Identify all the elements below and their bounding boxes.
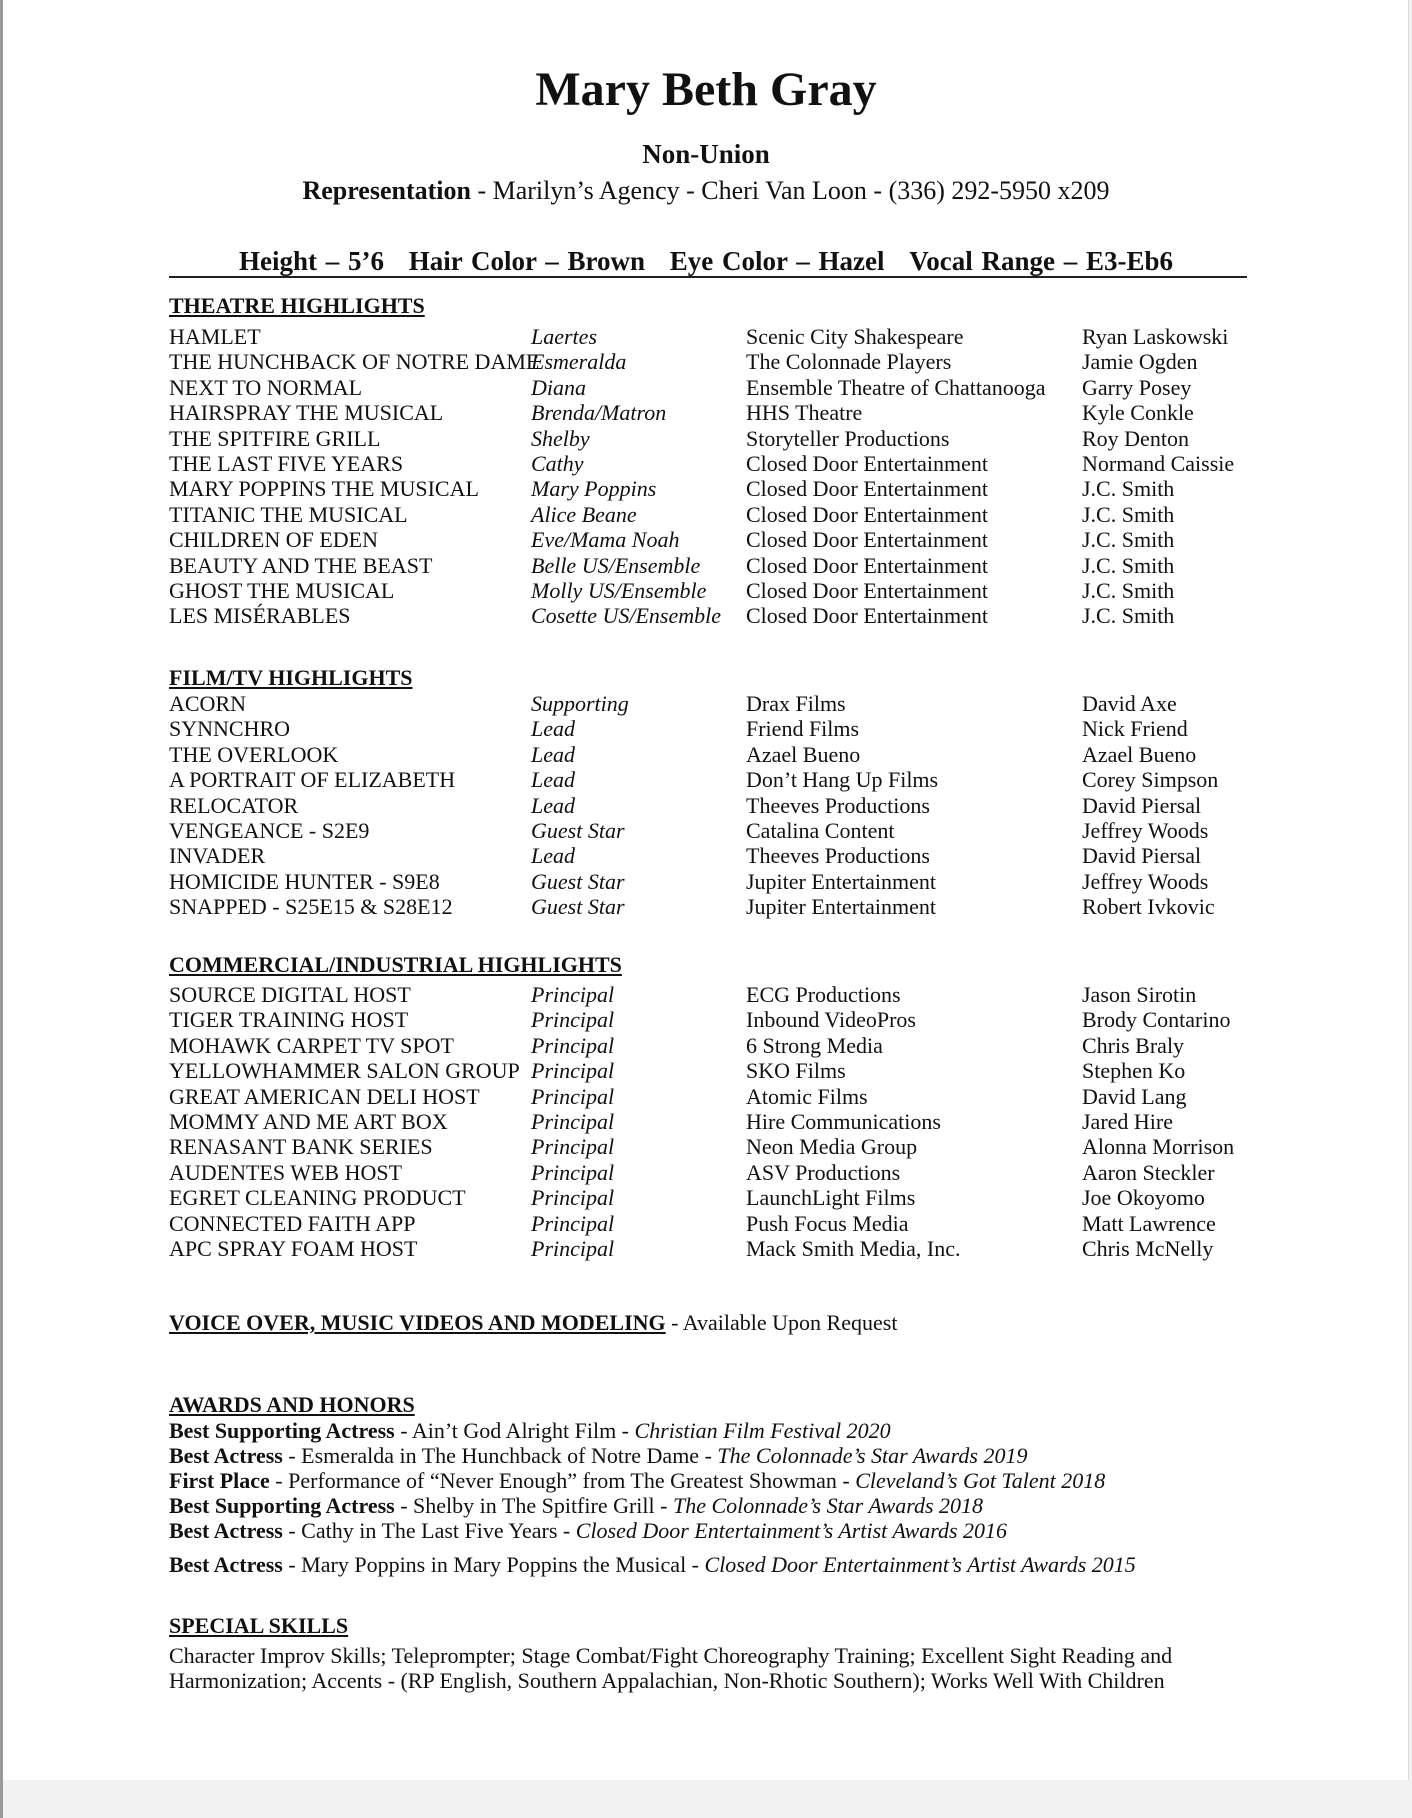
commercial-credit-row (0, 1058, 1412, 1083)
award-source: Closed Door Entertainment’s Artist Awards 2015 (704, 1552, 1136, 1577)
commercial-credit-row (0, 1109, 1412, 1134)
credit-role: Molly US/Ensemble (531, 578, 707, 603)
award-source: Christian Film Festival 2020 (634, 1418, 891, 1443)
credit-role: Cathy (531, 451, 584, 476)
credit-title: RENASANT BANK SERIES (169, 1134, 433, 1160)
credit-title: SYNNCHRO (169, 716, 291, 742)
commercial-credit-row (0, 1185, 1412, 1210)
credit-company: Jupiter Entertainment (746, 868, 936, 894)
commercial-credit-row (0, 1134, 1412, 1159)
credit-company: 6 Strong Media (746, 1032, 883, 1058)
credit-role: Principal (531, 1007, 615, 1033)
film-credit-row (0, 894, 1412, 919)
theatre-credit-row (0, 349, 1412, 374)
credit-title: THE HUNCHBACK OF NOTRE DAME (169, 349, 540, 375)
credit-director: J.C. Smith (1082, 501, 1175, 527)
credit-role: Shelby (531, 425, 590, 451)
credit-company: Mack Smith Media, Inc. (746, 1236, 961, 1261)
credit-role: Principal (531, 1109, 615, 1134)
credit-title: MARY POPPINS THE MUSICAL (169, 476, 479, 502)
credit-role: Guest Star (531, 868, 625, 894)
commercial-credit-row (0, 1084, 1412, 1109)
credit-company: LaunchLight Films (746, 1185, 916, 1211)
credit-company: Catalina Content (746, 818, 895, 843)
credit-director: Kyle Conkle (1082, 400, 1194, 426)
credit-title: LES MISÉRABLES (169, 603, 351, 629)
credit-title: VENGEANCE - S2E9 (169, 818, 370, 843)
credit-company: Neon Media Group (746, 1134, 918, 1160)
credit-company: Atomic Films (746, 1083, 868, 1109)
credit-company: Closed Door Entertainment (746, 578, 988, 603)
skills-text: Character Improv Skills; Teleprompter; Stage Combat/Fight Choreography Training; Excellent Sight Reading and Harmonization; Accents - (RP English, Southern Appalachian, Non-Rhotic Southern); Works Well With Children (169, 1643, 1173, 1693)
credit-title: CHILDREN OF EDEN (169, 527, 378, 553)
commercial-credit-row (0, 1007, 1412, 1032)
award-source: The Colonnade’s Star Awards 2019 (717, 1443, 1028, 1468)
award-source: Closed Door Entertainment’s Artist Awards 2016 (575, 1518, 1008, 1543)
award-title: Best Supporting Actress (169, 1418, 395, 1443)
award-item (169, 1418, 891, 1443)
credit-role: Cosette US/Ensemble (531, 603, 722, 629)
credit-role: Mary Poppins (531, 476, 657, 502)
credit-title: HOMICIDE HUNTER - S9E8 (169, 868, 440, 894)
credit-role: Principal (531, 1210, 615, 1236)
header-divider (169, 276, 1247, 278)
credit-company: Friend Films (746, 716, 860, 742)
credit-company: ECG Productions (746, 982, 901, 1007)
credit-director: Jeffrey Woods (1082, 868, 1209, 894)
award-title: First Place (169, 1468, 270, 1493)
award-item (169, 1443, 1028, 1468)
credit-title: AUDENTES WEB HOST (169, 1159, 403, 1185)
credit-company: Push Focus Media (746, 1210, 909, 1236)
award-item (169, 1518, 1007, 1543)
credit-director: Azael Bueno (1082, 741, 1197, 767)
credit-role: Principal (531, 1083, 615, 1109)
credit-director: David Lang (1082, 1083, 1187, 1109)
credit-director: Robert Ivkovic (1082, 894, 1215, 920)
credit-company: Closed Door Entertainment (746, 527, 988, 553)
theatre-credit-row (0, 527, 1412, 552)
credit-title: THE SPITFIRE GRILL (169, 425, 381, 451)
film-credit-row (0, 767, 1412, 792)
credit-title: CONNECTED FAITH APP (169, 1210, 416, 1236)
stat-hair-color: Hair Color – Brown (408, 246, 645, 276)
film-credit-row (0, 716, 1412, 741)
award-detail: - Cathy in The Last Five Years - (282, 1518, 576, 1543)
credit-role: Eve/Mama Noah (531, 527, 680, 553)
film-credit-row (0, 742, 1412, 767)
theatre-credit-row (0, 324, 1412, 349)
credit-title: A PORTRAIT OF ELIZABETH (169, 767, 456, 793)
credit-role: Principal (531, 1134, 615, 1160)
award-source: Cleveland’s Got Talent 2018 (855, 1468, 1106, 1493)
credit-title: SOURCE DIGITAL HOST (169, 982, 411, 1007)
award-detail: - Performance of “Never Enough” from The Greatest Showman - (269, 1468, 856, 1493)
credit-role: Principal (531, 1159, 615, 1185)
voice-over-heading: VOICE OVER, MUSIC VIDEOS AND MODELING (169, 1310, 666, 1335)
credit-role: Lead (531, 741, 575, 767)
award-title: Best Actress (169, 1552, 283, 1577)
theatre-credit-row (0, 603, 1412, 628)
theatre-heading: THEATRE HIGHLIGHTS (169, 293, 425, 318)
theatre-credit-row (0, 451, 1412, 476)
credit-company: Closed Door Entertainment (746, 603, 988, 629)
theatre-credit-row (0, 553, 1412, 578)
credit-title: EGRET CLEANING PRODUCT (169, 1185, 466, 1211)
credit-company: Drax Films (746, 691, 846, 716)
award-title: Best Supporting Actress (169, 1493, 395, 1518)
credit-director: David Piersal (1082, 843, 1202, 869)
credit-title: SNAPPED - S25E15 & S28E12 (169, 894, 453, 920)
theatre-credit-row (0, 400, 1412, 425)
credit-title: MOMMY AND ME ART BOX (169, 1109, 448, 1134)
credit-director: Matt Lawrence (1082, 1210, 1216, 1236)
credit-director: Normand Caissie (1082, 451, 1235, 476)
credit-role: Laertes (531, 324, 597, 349)
credit-role: Esmeralda (531, 349, 627, 375)
credit-role: Lead (531, 716, 575, 742)
credit-title: APC SPRAY FOAM HOST (169, 1236, 418, 1261)
credit-director: J.C. Smith (1082, 527, 1175, 553)
representation-line (0, 174, 1412, 208)
credit-role: Alice Beane (531, 501, 637, 527)
award-detail: - Mary Poppins in Mary Poppins the Musical - (282, 1552, 705, 1577)
award-detail: - Shelby in The Spitfire Grill - (394, 1493, 673, 1518)
credit-title: RELOCATOR (169, 792, 299, 818)
credit-company: Closed Door Entertainment (746, 451, 988, 476)
credit-director: J.C. Smith (1082, 603, 1175, 629)
actor-name: Mary Beth Gray (535, 63, 877, 116)
credit-company: Ensemble Theatre of Chattanooga (746, 374, 1046, 400)
credit-role: Diana (531, 374, 586, 400)
credit-title: HAIRSPRAY THE MUSICAL (169, 400, 444, 426)
skills-heading: SPECIAL SKILLS (169, 1613, 349, 1638)
credit-director: Chris Braly (1082, 1032, 1185, 1058)
film-credit-row (0, 818, 1412, 843)
theatre-credit-row (0, 375, 1412, 400)
commercial-heading: COMMERCIAL/INDUSTRIAL HIGHLIGHTS (169, 952, 622, 977)
credit-company: Theeves Productions (746, 792, 930, 818)
credit-company: HHS Theatre (746, 400, 863, 426)
credit-role: Supporting (531, 691, 629, 716)
theatre-credit-row (0, 476, 1412, 501)
credit-title: GHOST THE MUSICAL (169, 578, 395, 603)
credit-role: Principal (531, 1058, 615, 1084)
credit-director: Alonna Morrison (1082, 1134, 1235, 1160)
credit-company: Closed Door Entertainment (746, 501, 988, 527)
credit-role: Guest Star (531, 818, 625, 843)
credit-role: Principal (531, 982, 615, 1007)
credit-role: Principal (531, 1185, 615, 1211)
film-heading: FILM/TV HIGHLIGHTS (169, 665, 413, 690)
credit-title: TITANIC THE MUSICAL (169, 501, 408, 527)
award-detail: - Ain’t God Alright Film - (394, 1418, 635, 1443)
award-source: The Colonnade’s Star Awards 2018 (672, 1493, 984, 1518)
credit-company: Closed Door Entertainment (746, 552, 988, 578)
credit-director: Garry Posey (1082, 374, 1192, 400)
commercial-credit-row (0, 1160, 1412, 1185)
credit-role: Principal (531, 1032, 615, 1058)
award-item (169, 1552, 1136, 1577)
stat-vocal-range: Vocal Range – E3-Eb6 (909, 246, 1173, 276)
credit-director: Corey Simpson (1082, 767, 1219, 793)
union-status: Non-Union (642, 139, 770, 169)
awards-heading: AWARDS AND HONORS (169, 1392, 415, 1417)
credit-role: Lead (531, 843, 575, 869)
credit-director: Ryan Laskowski (1082, 324, 1229, 349)
credit-company: Closed Door Entertainment (746, 476, 988, 502)
credit-director: Aaron Steckler (1082, 1159, 1215, 1185)
credit-director: J.C. Smith (1082, 552, 1175, 578)
credit-company: Azael Bueno (746, 741, 861, 767)
credit-role: Brenda/Matron (531, 400, 667, 426)
award-item (169, 1468, 1105, 1493)
film-credit-row (0, 843, 1412, 868)
credit-company: Jupiter Entertainment (746, 894, 936, 920)
stat-eye-color: Eye Color – Hazel (669, 246, 885, 276)
theatre-credit-row (0, 502, 1412, 527)
commercial-credit-row (0, 982, 1412, 1007)
physical-stats (0, 244, 1412, 278)
credit-director: David Piersal (1082, 792, 1202, 818)
award-item (169, 1493, 983, 1518)
credit-title: THE LAST FIVE YEARS (169, 451, 404, 476)
credit-role: Guest Star (531, 894, 625, 920)
credit-title: BEAUTY AND THE BEAST (169, 552, 433, 578)
credit-title: HAMLET (169, 324, 261, 349)
credit-director: Stephen Ko (1082, 1058, 1186, 1084)
voice-over-text: - Available Upon Request (665, 1310, 898, 1335)
stat-height: Height – 5’6 (238, 246, 384, 276)
credit-company: Storyteller Productions (746, 425, 950, 451)
credit-role: Lead (531, 767, 575, 793)
credit-company: ASV Productions (746, 1159, 901, 1185)
credit-director: Roy Denton (1082, 425, 1189, 451)
commercial-credit-row (0, 1236, 1412, 1261)
credit-director: Chris McNelly (1082, 1236, 1214, 1261)
credit-director: David Axe (1082, 691, 1177, 716)
credit-role: Lead (531, 792, 575, 818)
credit-director: J.C. Smith (1082, 578, 1175, 603)
commercial-credit-row (0, 1211, 1412, 1236)
credit-title: THE OVERLOOK (169, 741, 339, 767)
theatre-credit-row (0, 426, 1412, 451)
credit-director: Brody Contarino (1082, 1007, 1231, 1033)
award-title: Best Actress (169, 1443, 283, 1468)
credit-director: J.C. Smith (1082, 476, 1175, 502)
representation-label: Representation (302, 176, 471, 205)
credit-director: Joe Okoyomo (1082, 1185, 1205, 1211)
award-detail: - Esmeralda in The Hunchback of Notre Dame - (282, 1443, 718, 1468)
film-credit-row (0, 869, 1412, 894)
theatre-credit-row (0, 578, 1412, 603)
credit-role: Belle US/Ensemble (531, 552, 701, 578)
credit-director: Nick Friend (1082, 716, 1188, 742)
credit-title: TIGER TRAINING HOST (169, 1007, 409, 1033)
credit-company: Theeves Productions (746, 843, 930, 869)
representation-details: - Marilyn’s Agency - Cheri Van Loon - (336) 292-5950 x209 (470, 176, 1110, 205)
award-title: Best Actress (169, 1518, 283, 1543)
commercial-credit-row (0, 1033, 1412, 1058)
credit-company: The Colonnade Players (746, 349, 952, 375)
voice-over-line (169, 1310, 897, 1336)
credit-director: Jeffrey Woods (1082, 818, 1209, 843)
credit-company: Don’t Hang Up Films (746, 767, 939, 793)
credit-director: Jared Hire (1082, 1109, 1174, 1134)
credit-title: MOHAWK CARPET TV SPOT (169, 1032, 454, 1058)
credit-company: Inbound VideoPros (746, 1007, 916, 1033)
credit-title: ACORN (169, 691, 247, 716)
credit-title: GREAT AMERICAN DELI HOST (169, 1083, 480, 1109)
credit-role: Principal (531, 1236, 615, 1261)
credit-director: Jamie Ogden (1082, 349, 1198, 375)
film-credit-row (0, 691, 1412, 716)
credit-company: Scenic City Shakespeare (746, 324, 964, 349)
film-credit-row (0, 793, 1412, 818)
credit-company: Hire Communications (746, 1109, 941, 1134)
credit-company: SKO Films (746, 1058, 846, 1084)
credit-title: NEXT TO NORMAL (169, 374, 363, 400)
credit-director: Jason Sirotin (1082, 982, 1197, 1007)
credit-title: YELLOWHAMMER SALON GROUP (169, 1058, 520, 1084)
credit-title: INVADER (169, 843, 266, 869)
